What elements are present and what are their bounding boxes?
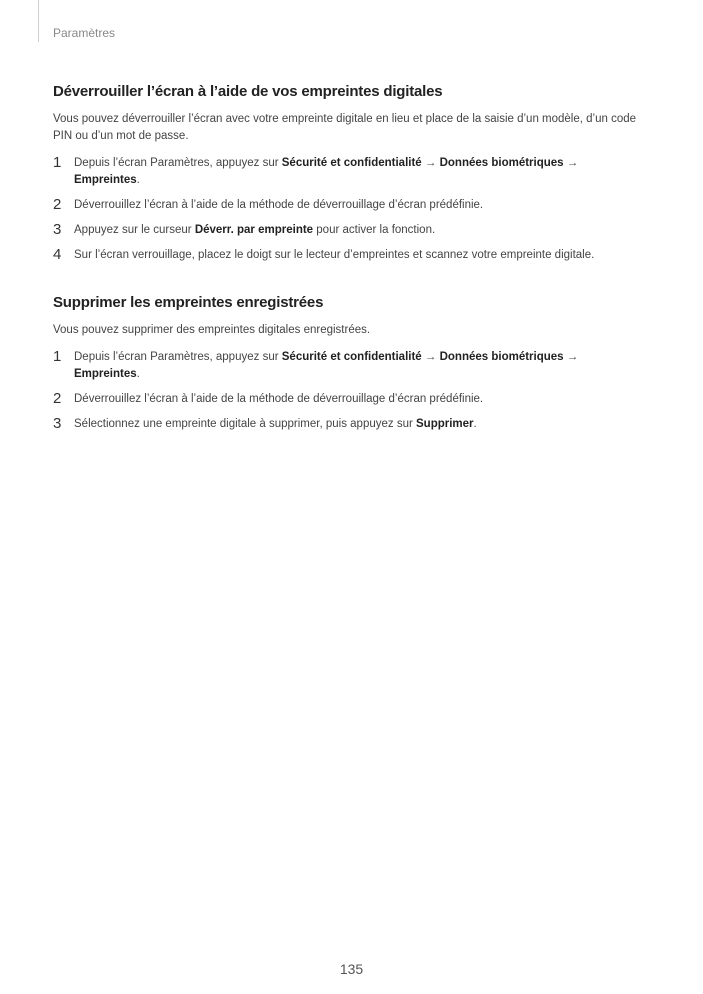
section-title: Supprimer les empreintes enregistrées (53, 294, 324, 311)
step-number: 1 (53, 348, 62, 365)
section-intro: Vous pouvez déverrouiller l’écran avec votre empreinte digitale en lieu et place de la saisie d’un modèle, d’un code PIN ou d’un mot de passe. (53, 113, 637, 142)
section-fingerprint-unlock (53, 83, 653, 272)
menu-path-security: Sécurité et confidentialité (281, 157, 422, 169)
step-number: 3 (53, 221, 62, 238)
header-divider (38, 0, 39, 42)
page-number: 135 (339, 961, 364, 977)
menu-path-biometrics: Données biométriques (439, 351, 564, 363)
step-text: Appuyez sur le curseur (74, 224, 195, 236)
menu-path-fingerprints: Empreintes (74, 368, 137, 380)
step-text: Depuis l’écran Paramètres, appuyez sur (74, 157, 282, 169)
step-text: Sélectionnez une empreinte digitale à supprimer, puis appuyez sur (74, 418, 417, 430)
step-number: 1 (53, 154, 62, 171)
step-list (53, 155, 653, 264)
step-item (53, 222, 653, 239)
step-item (53, 247, 653, 264)
step-item (53, 416, 653, 433)
step-item (53, 197, 653, 214)
action-delete: Supprimer (416, 418, 474, 430)
step-text: Déverrouillez l’écran à l’aide de la méthode de déverrouillage d’écran prédéfinie. (74, 393, 484, 405)
arrow-separator: → (421, 351, 440, 363)
step-text: . (136, 174, 140, 186)
arrow-separator: → (563, 157, 579, 169)
step-number: 2 (53, 390, 62, 407)
setting-fingerprint-unlock: Déverr. par empreinte (194, 224, 314, 236)
menu-path-biometrics: Données biométriques (439, 157, 564, 169)
arrow-separator: → (563, 351, 579, 363)
step-number: 4 (53, 246, 62, 263)
menu-path-security: Sécurité et confidentialité (281, 351, 422, 363)
step-text: Déverrouillez l’écran à l’aide de la méthode de déverrouillage d’écran prédéfinie. (74, 199, 484, 211)
step-list (53, 349, 653, 433)
step-text: pour activer la fonction. (313, 224, 436, 236)
step-item (53, 391, 653, 408)
step-text: Sur l’écran verrouillage, placez le doigt sur le lecteur d’empreintes et scannez votre empreinte digitale. (74, 249, 595, 261)
running-header: Paramètres (53, 26, 116, 40)
step-number: 2 (53, 196, 62, 213)
section-intro: Vous pouvez supprimer des empreintes digitales enregistrées. (53, 324, 371, 336)
step-item (53, 349, 653, 383)
step-text: Depuis l’écran Paramètres, appuyez sur (74, 351, 282, 363)
step-text: . (136, 368, 140, 380)
menu-path-fingerprints: Empreintes (74, 174, 137, 186)
section-title: Déverrouiller l’écran à l’aide de vos empreintes digitales (53, 83, 443, 100)
step-item (53, 155, 653, 189)
arrow-separator: → (421, 157, 440, 169)
step-number: 3 (53, 415, 62, 432)
step-text: . (473, 418, 477, 430)
section-delete-fingerprints (53, 294, 653, 441)
